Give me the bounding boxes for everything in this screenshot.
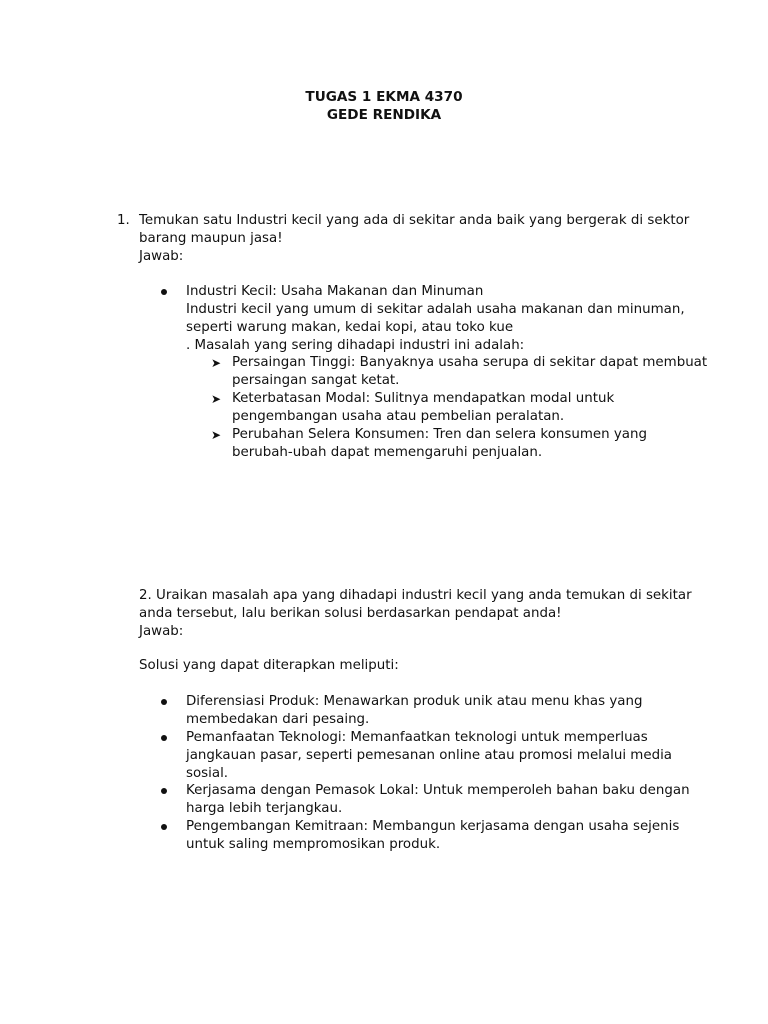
question-2-line-2: anda tersebut, lalu berikan solusi berdasarkan pendapat anda! <box>139 606 562 621</box>
solution-3-line-1: Kerjasama dengan Pemasok Lokal: Untuk memperoleh bahan baku dengan <box>186 783 690 798</box>
problem-1-line-2: persaingan sangat ketat. <box>232 373 400 388</box>
solution-4-line-1: Pengembangan Kemitraan: Membangun kerjasama dengan usaha sejenis <box>186 819 680 834</box>
solutions-intro: Solusi yang dapat diterapkan meliputi: <box>139 658 399 673</box>
industry-bullet-title: Industri Kecil: Usaha Makanan dan Minuman <box>186 284 484 299</box>
solution-2-line-2: jangkauan pasar, seperti pemesanan online atau promosi melalui media <box>186 748 673 763</box>
document-title: TUGAS 1 EKMA 4370 <box>305 89 463 105</box>
problem-3-line-1: Perubahan Selera Konsumen: Tren dan selera konsumen yang <box>232 427 647 442</box>
industry-desc-line-3: . Masalah yang sering dihadapi industri ini adalah: <box>186 338 525 353</box>
bullet-dot-icon <box>161 788 167 794</box>
bullet-dot-icon <box>161 289 167 295</box>
bullet-dot-icon <box>161 824 167 830</box>
industry-desc-line-2: seperti warung makan, kedai kopi, atau toko kue <box>186 320 514 335</box>
document-author: GEDE RENDIKA <box>326 107 442 123</box>
arrow-bullet-icon: ➤ <box>211 356 222 370</box>
solution-3-line-2: harga lebih terjangkau. <box>186 801 343 816</box>
question-1-answer-label: Jawab: <box>139 249 184 264</box>
arrow-bullet-icon: ➤ <box>211 428 222 442</box>
solution-1-line-1: Diferensiasi Produk: Menawarkan produk unik atau menu khas yang <box>186 694 643 709</box>
problem-3-line-2: berubah-ubah dapat memengaruhi penjualan. <box>232 445 543 460</box>
solution-2-line-3: sosial. <box>186 766 229 781</box>
problem-1-line-1: Persaingan Tinggi: Banyaknya usaha serupa di sekitar dapat membuat <box>232 355 708 370</box>
industry-desc-line-1: Industri kecil yang umum di sekitar adalah usaha makanan dan minuman, <box>186 302 685 317</box>
question-1-line-1: Temukan satu Industri kecil yang ada di sekitar anda baik yang bergerak di sektor <box>139 213 690 228</box>
arrow-bullet-icon: ➤ <box>211 392 222 406</box>
bullet-dot-icon <box>161 699 167 705</box>
question-2-answer-label: Jawab: <box>139 624 184 639</box>
bullet-dot-icon <box>161 735 167 741</box>
question-1-number: 1. <box>117 213 130 228</box>
solution-2-line-1: Pemanfaatan Teknologi: Memanfaatkan teknologi untuk memperluas <box>186 730 648 745</box>
solution-4-line-2: untuk saling mempromosikan produk. <box>186 837 441 852</box>
problem-2-line-2: pengembangan usaha atau pembelian peralatan. <box>232 409 565 424</box>
problem-2-line-1: Keterbatasan Modal: Sulitnya mendapatkan modal untuk <box>232 391 615 406</box>
question-2-line-1: 2. Uraikan masalah apa yang dihadapi industri kecil yang anda temukan di sekitar <box>139 588 692 603</box>
solution-1-line-2: membedakan dari pesaing. <box>186 712 370 727</box>
question-1-line-2: barang maupun jasa! <box>139 231 283 246</box>
